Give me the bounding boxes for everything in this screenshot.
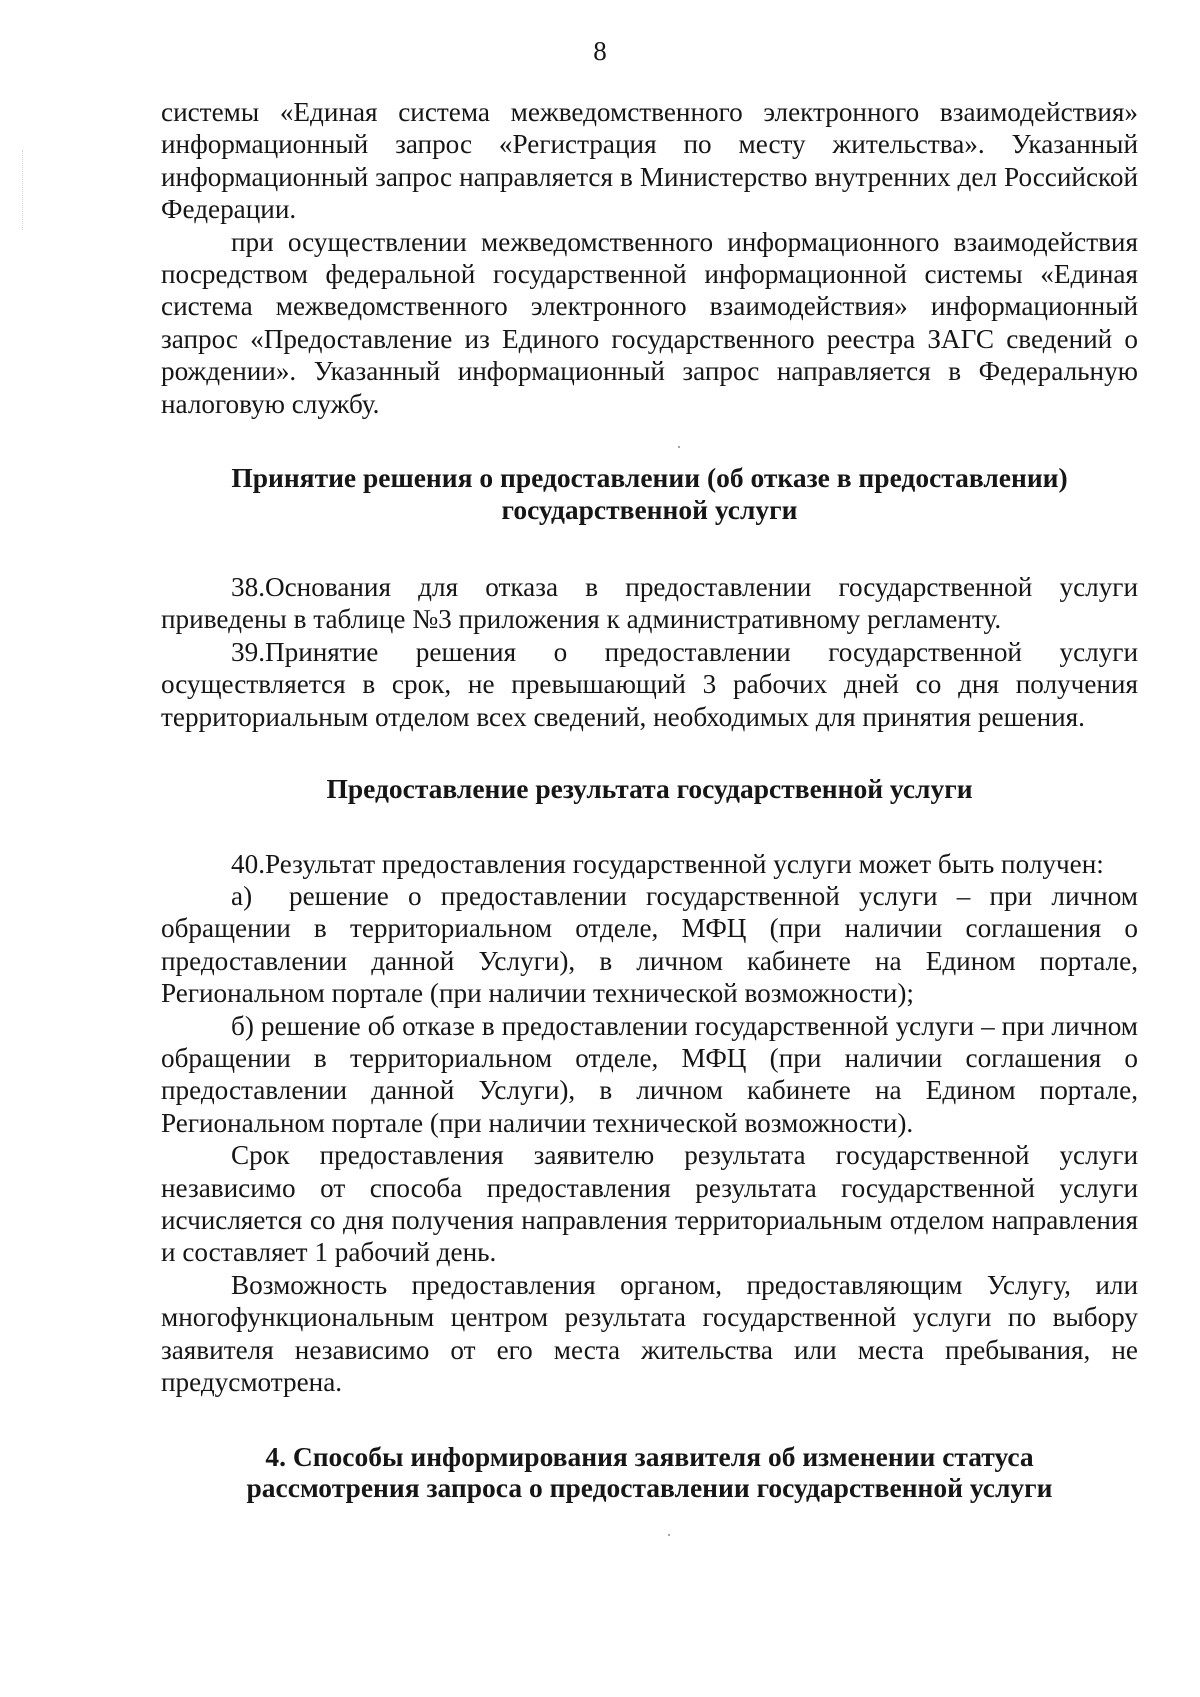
list-item-b: б) решение об отказе в предоставлении государственной услуги – при личном обращении в территориальном отделе, МФЦ (при наличии соглашения о предоставлении данной Услуги), в личном кабинете на Едином портале, Региональном портале (при наличии технической возможности). [161, 1010, 1138, 1138]
list-item-a [161, 880, 1138, 1010]
paragraph-40: 40.Результат предоставления государственной услуги может быть получен: [231, 848, 1104, 879]
list-item-a-text: решение о предоставлении государственной услуги – при личном обращении в территориальном отделе, МФЦ (при наличии соглашения о предоставлении данной Услуги), в личном кабинете на Едином портале, Региональном портале (при наличии технической возможности); [161, 881, 1138, 1009]
heading-line: Принятие решения о предоставлении (об отказе в предоставлении) [231, 462, 1068, 494]
heading-line: государственной услуги [501, 493, 798, 525]
section-heading-result: Предоставление результата государственной услуги [326, 773, 973, 805]
document-body [161, 96, 1138, 1504]
paragraph-registration-request: системы «Единая система межведомственного электронного взаимодействия» информационный запрос «Регистрация по месту жительства». Указанный информационный запрос направляется в Министерство внутренних дел Российской Федерации. [161, 97, 1138, 225]
heading-line: рассмотрения запроса о предоставлении государственной услуги [246, 1472, 1053, 1503]
heading-line: 4. Способы информирования заявителя об изменении статуса [265, 1440, 1034, 1472]
scan-margin-mark [22, 150, 24, 230]
paragraph-term: Срок предоставления заявителю результата государственной услуги независимо от способа предоставления результата государственной услуги исчисляется со дня получения направления территориальным отделом направления и составляет 1 рабочий день. [161, 1140, 1138, 1268]
paragraph-38: 38.Основания для отказа в предоставлении государственной услуги приведены в таблице №3 приложения к административному регламенту. [161, 572, 1138, 635]
list-marker-a: а) [231, 881, 253, 911]
page-number: 8 [593, 36, 607, 66]
scan-speck [668, 1534, 670, 1536]
paragraph-possibility: Возможность предоставления органом, предоставляющим Услугу, или многофункциональным центром результата государственной услуги по выбору заявителя независимо от его места жительства или места пребывания, не предусмотрена. [161, 1269, 1138, 1398]
section-heading-decision [161, 462, 1138, 525]
paragraph-39: 39.Принятие решения о предоставлении государственной услуги осуществляется в срок, не превышающий 3 рабочих дней со дня получения территориальным отделом всех сведений, необходимых для принятия решения. [161, 636, 1138, 732]
paragraph-zags-request: при осуществлении межведомственного информационного взаимодействия посредством федеральной государственной информационной системы «Единая система межведомственного электронного взаимодействия» информационный запрос «Предоставление из Единого государственного реестра ЗАГС сведений о рождении». Указанный информационный запрос направляется в Федеральную налоговую службу. [161, 226, 1138, 419]
section-heading-4 [161, 1441, 1138, 1504]
